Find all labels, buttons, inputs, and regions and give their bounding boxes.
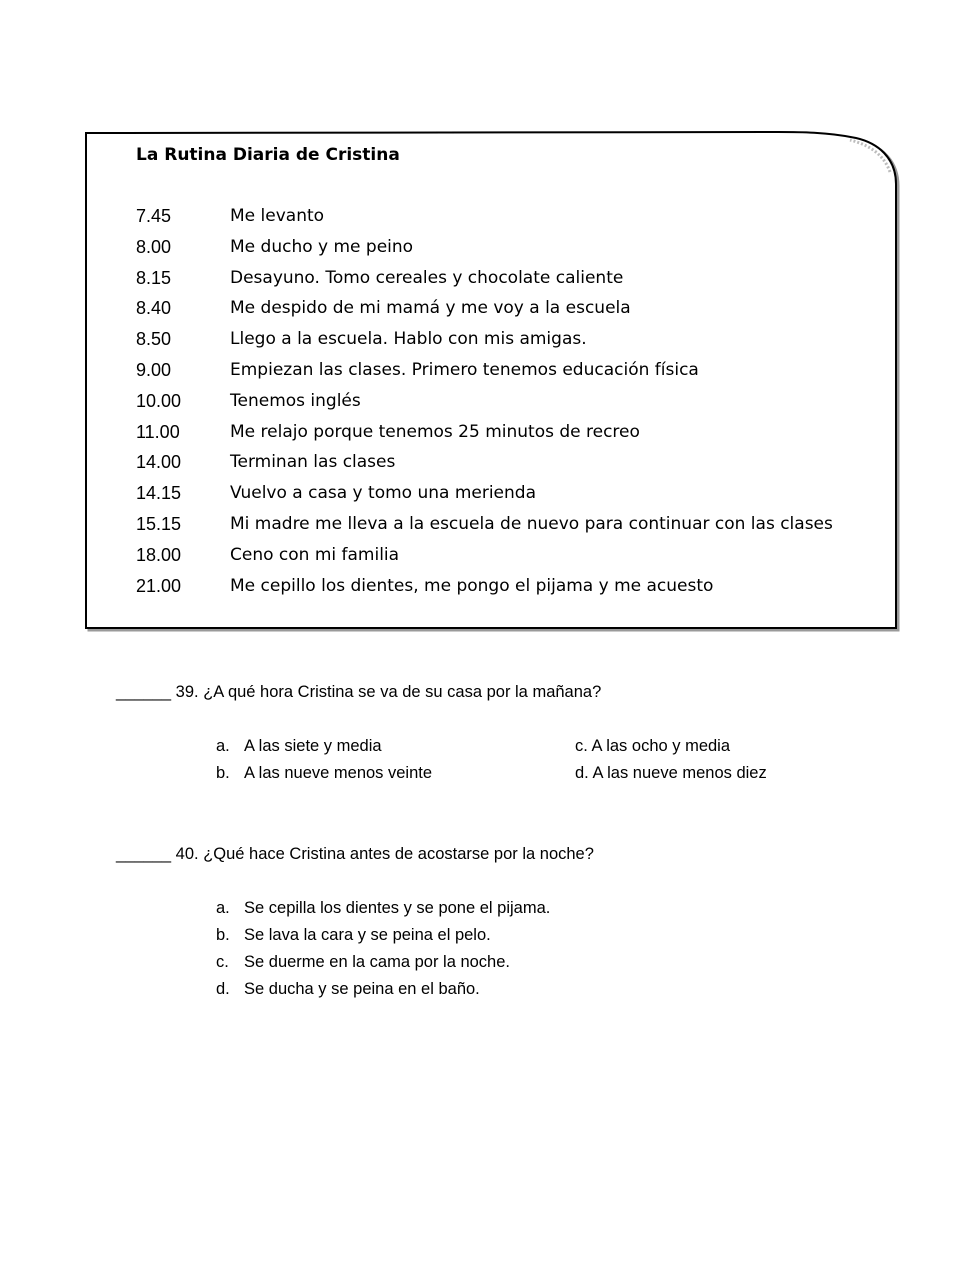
routine-entry [136, 544, 876, 575]
routine-activity: Empiezan las clases. Primero tenemos educación física [230, 359, 699, 380]
routine-time: 21.00 [136, 575, 182, 596]
routine-time: 8.15 [136, 267, 172, 288]
routine-time: 8.00 [136, 236, 172, 257]
routine-entry [136, 359, 876, 390]
routine-entry [136, 267, 876, 298]
answer-blank[interactable]: ______ [116, 845, 172, 863]
question-text: ¿Qué hace Cristina antes de acostarse por la noche? [203, 845, 594, 863]
routine-entry [136, 390, 876, 421]
routine-time: 18.00 [136, 544, 182, 565]
option-letter: b. [216, 764, 230, 782]
question-text: ¿A qué hora Cristina se va de su casa por la mañana? [203, 683, 602, 701]
question-39-options [216, 736, 836, 792]
routine-activity: Ceno con mi familia [230, 544, 400, 565]
routine-entry [136, 482, 876, 513]
question-40-options [216, 898, 550, 1006]
option-a[interactable] [216, 898, 550, 925]
routine-activity: Terminan las clases [230, 452, 396, 473]
routine-entry [136, 575, 876, 606]
option-text: A las ocho y media [591, 737, 731, 755]
routine-time: 8.50 [136, 329, 172, 350]
routine-time: 14.00 [136, 452, 182, 473]
routine-time: 11.00 [136, 421, 180, 442]
question-40 [116, 844, 594, 864]
routine-time: 14.15 [136, 483, 182, 504]
option-c[interactable] [575, 736, 730, 756]
routine-time: 8.40 [136, 298, 172, 319]
option-d[interactable] [575, 763, 767, 783]
routine-activity: Tenemos inglés [230, 390, 361, 411]
option-b[interactable] [216, 763, 432, 783]
routine-time: 15.15 [136, 513, 182, 534]
option-c[interactable] [216, 952, 550, 979]
routine-title: La Rutina Diaria de Cristina [136, 145, 400, 165]
routine-activity: Me cepillo los dientes, me pongo el pijama y me acuesto [230, 575, 714, 596]
option-letter: d. [216, 980, 230, 998]
option-letter: c. [216, 953, 229, 971]
option-text: Se duerme en la cama por la noche. [244, 953, 510, 971]
option-letter: a. [216, 737, 230, 755]
option-text: A las siete y media [244, 737, 382, 755]
option-b[interactable] [216, 925, 550, 952]
routine-activity: Vuelvo a casa y tomo una merienda [230, 483, 536, 504]
routine-entry [136, 297, 876, 328]
option-text: Se cepilla los dientes y se pone el pijama. [244, 899, 551, 917]
routine-time: 7.45 [136, 206, 172, 226]
option-text: A las nueve menos veinte [244, 764, 433, 782]
question-number: 39. [175, 683, 199, 701]
routine-activity: Me relajo porque tenemos 25 minutos de recreo [230, 421, 640, 442]
option-letter: c. [575, 737, 588, 755]
option-letter: a. [216, 899, 230, 917]
routine-activity: Llego a la escuela. Hablo con mis amigas. [230, 329, 587, 350]
answer-blank[interactable]: ______ [116, 683, 172, 701]
routine-activity: Desayuno. Tomo cereales y chocolate caliente [230, 267, 624, 288]
option-a[interactable] [216, 736, 382, 756]
routine-entry [136, 205, 876, 236]
option-letter: b. [216, 926, 230, 944]
option-text: Se lava la cara y se peina el pelo. [244, 926, 491, 944]
question-number: 40. [175, 845, 199, 863]
routine-entry [136, 513, 876, 544]
routine-entry [136, 451, 876, 482]
routine-schedule [136, 205, 876, 605]
option-d[interactable] [216, 979, 550, 1006]
routine-activity: Mi madre me lleva a la escuela de nuevo para continuar con las clases [230, 513, 833, 534]
routine-entry [136, 328, 876, 359]
question-39 [116, 682, 601, 702]
routine-time: 9.00 [136, 359, 172, 380]
option-text: Se ducha y se peina en el baño. [244, 980, 480, 998]
routine-entry [136, 236, 876, 267]
option-text: A las nueve menos diez [592, 764, 767, 782]
routine-activity: Me despido de mi mamá y me voy a la escuela [230, 298, 631, 319]
routine-entry [136, 421, 876, 452]
routine-activity: Me ducho y me peino [230, 236, 414, 257]
routine-activity: Me levanto [230, 206, 325, 226]
routine-time: 10.00 [136, 390, 182, 411]
option-letter: d. [575, 764, 589, 782]
